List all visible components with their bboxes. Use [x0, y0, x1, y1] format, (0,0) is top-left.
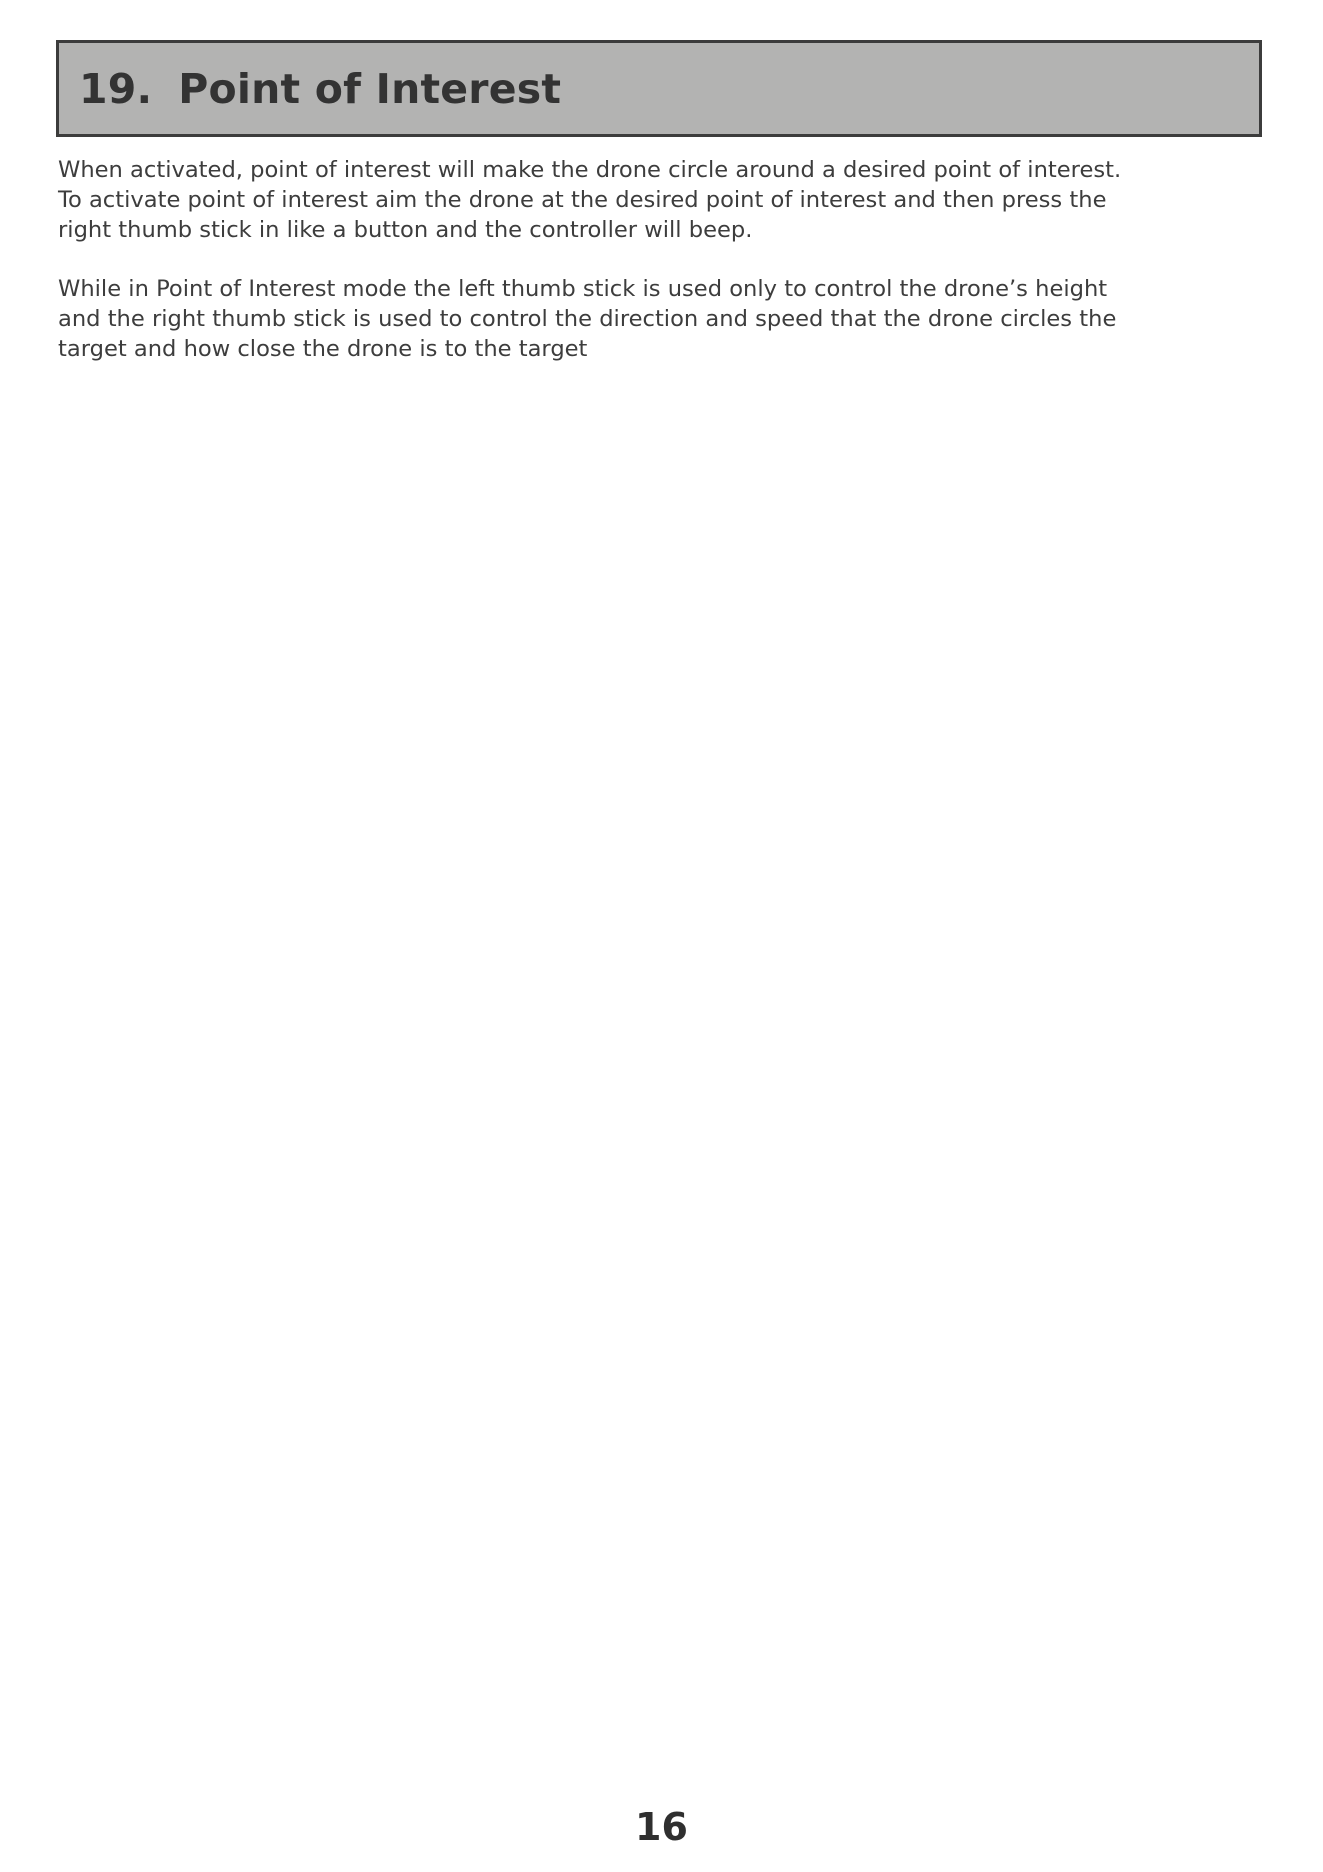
body-text [58, 155, 1268, 364]
text-line: target and how close the drone is to the target [58, 336, 588, 362]
page-number: 16 [635, 1805, 688, 1849]
paragraph-activation [58, 155, 1268, 245]
section-title-text: Point of Interest [178, 64, 562, 113]
text-line: and the right thumb stick is used to control the direction and speed that the drone circles the [58, 306, 1117, 332]
text-line: While in Point of Interest mode the left thumb stick is used only to control the drone’s height [58, 276, 1108, 302]
section-title [59, 65, 561, 113]
paragraph-controls [58, 274, 1268, 364]
text-line: right thumb stick in like a button and the controller will beep. [58, 217, 753, 243]
text-line: To activate point of interest aim the drone at the desired point of interest and then press the [58, 187, 1107, 213]
section-number: 19. [79, 64, 153, 113]
text-line: When activated, point of interest will make the drone circle around a desired point of interest. [58, 157, 1122, 183]
section-header [56, 40, 1262, 137]
